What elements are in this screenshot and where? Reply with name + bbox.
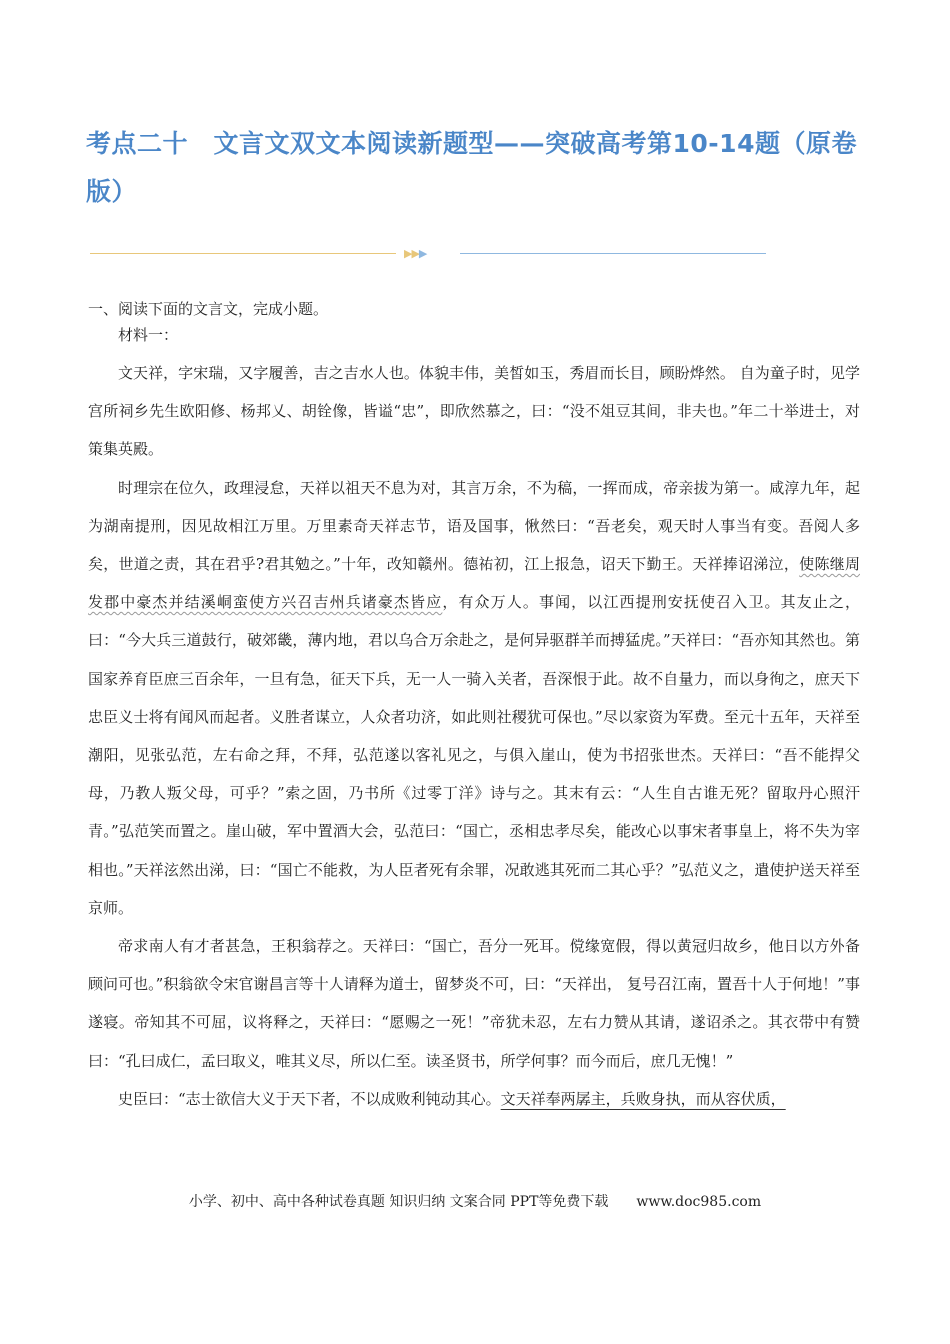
footer-text: 小学、初中、高中各种试卷真题 知识归纳 文案合同 PPT等免费下载 xyxy=(188,1194,609,1210)
paragraph-text: 史臣曰：“志士欲信大义于天下者，不以成败利钝动其心。 xyxy=(118,1089,501,1108)
decorative-divider xyxy=(90,244,770,264)
footer-url-link[interactable]: www.doc985.com xyxy=(636,1194,762,1210)
divider-line-left xyxy=(90,253,396,254)
triple-arrow-icon: ▶▶▶ xyxy=(404,247,427,260)
paragraph-2 xyxy=(88,469,860,927)
page-footer xyxy=(0,1192,950,1212)
paragraph-text: 文天祥，字宋瑞，又字履善，吉之吉水人也。体貌丰伟，美皙如玉，秀眉而长目，顾盼烨然。 自为童子时，见学宫所祠乡先生欧阳修、杨邦乂、胡铨像，皆谥“忠”，即欣然慕之，曰：“没不俎豆其间，非夫也。”年二十举进士，对策集英殿。 xyxy=(88,364,860,459)
paragraph-1 xyxy=(88,354,860,469)
paragraph-4 xyxy=(88,1080,860,1118)
underlined-sentence: 文天祥奉两孱主，兵败身执，而从容伏质， xyxy=(500,1089,786,1108)
paragraph-text: 时理宗在位久，政理浸怠，天祥以祖天不息为对，其言万余，不为稿，一挥而成，帝亲拔为第一。咸淳九年，起为湖南提刑，因见故相江万里。万里素奇天祥志节，语及国事，愀然曰：“吾老矣，观天时人事当有变。吾阅人多矣，世道之责，其在君乎?君其勉之。”十年，改知赣州。德祐初，江上报急，诏天下勤王。天祥捧诏涕泣， xyxy=(88,478,860,574)
page-title: 考点二十 文言文双文本阅读新题型——突破高考第10-14题（原卷版） xyxy=(86,129,857,206)
material-label: 材料一： xyxy=(118,326,179,344)
paragraph-text: ，有众万人。事闻，以江西提刑安抚使召入卫。其友止之，曰：“今大兵三道鼓行，破郊畿，薄内地，君以乌合万余赴之，是何异驱群羊而搏猛虎。”天祥曰：“吾亦知其然也。第国家养育臣庶三百余年，一旦有急，征天下兵，无一人一骑入关者，吾深恨于此。故不自量力，而以身徇之，庶天下忠臣义士将有闻风而起者。义胜者谋立，人众者功济，如此则社稷犹可保也。”尽以家资为军费。至元十五年，天祥至潮阳，见张弘范，左右命之拜，不拜，弘范遂以客礼见之，与俱入崖山，使为书招张世杰。天祥曰：“吾不能捍父母，乃教人叛父母，可乎？”索之固，乃书所《过零丁洋》诗与之。其末有云：“人生自古谁无死？留取丹心照汗青。”弘范笑而置之。崖山破，军中置酒大会，弘范曰：“国亡，丞相忠孝尽矣，能改心以事宋者事皇上，将不失为宰相也。”天祥泫然出涕，曰：“国亡不能救，为人臣者死有余罪，况敢逃其死而二其心乎？”弘范义之，遣使护送天祥至京师。 xyxy=(88,593,860,917)
paragraph-text: 帝求南人有才者甚急，王积翁荐之。天祥曰：“国亡，吾分一死耳。傥缘宽假，得以黄冠归故乡，他日以方外备顾问可也。”积翁欲令宋官谢昌言等十人请释为道士，留梦炎不可，曰：“天祥出， 复号召江南，置吾十人于何地！”事遂寝。帝知其不可屈，议将释之，天祥曰：“愿赐之一死！”帝犹未忍，左右力赞从其请，遂诏杀之。其衣带中有赞曰：“孔曰成仁，孟曰取义，唯其义尽，所以仁至。读圣贤书，所学何事？而今而后，庶几无愧！” xyxy=(88,937,860,1070)
section-heading: 一、阅读下面的文言文，完成小题。 xyxy=(88,300,329,318)
paragraph-3 xyxy=(88,927,860,1080)
article-body xyxy=(88,296,860,1118)
divider-line-right xyxy=(460,253,766,254)
wavy-underlined-sentence: 使陈继周发郡中豪杰并结溪峒蛮使方兴召吉州兵诸豪杰皆应 xyxy=(88,555,860,612)
